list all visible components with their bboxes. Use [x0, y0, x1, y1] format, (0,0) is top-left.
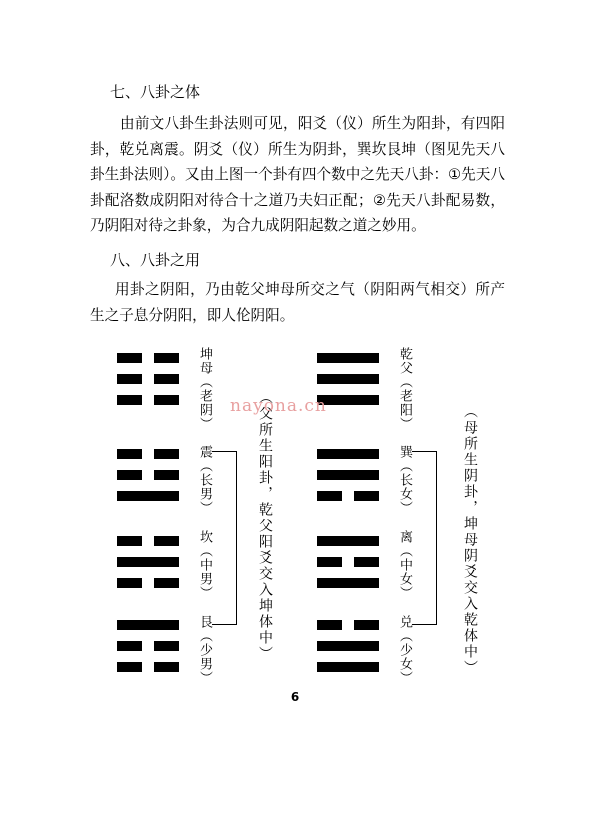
- watermark: nayona.cn: [230, 396, 327, 416]
- right-bracket: [412, 451, 437, 625]
- label-zhen: 震（长男）: [197, 445, 212, 515]
- trigram-li: [317, 536, 379, 594]
- section-7-heading: 七、八卦之体: [110, 83, 201, 101]
- label-kun-mother: 坤母（老阴）: [197, 347, 212, 431]
- label-dui: 兑（少女）: [397, 615, 412, 685]
- page-number: 6: [290, 690, 300, 704]
- label-qian-father: 乾父（老阳）: [397, 347, 412, 431]
- trigram-dui: [317, 620, 379, 678]
- trigram-kun: [117, 353, 179, 411]
- right-note: （母所生阴卦，坤母阴爻交入乾体中）: [462, 404, 478, 676]
- trigram-gen: [117, 620, 179, 678]
- trigram-xun: [317, 449, 379, 507]
- trigram-kan: [117, 536, 179, 594]
- section-8-heading: 八、八卦之用: [110, 251, 201, 269]
- label-gen: 艮（少男）: [197, 615, 212, 685]
- section-8-paragraph: [90, 277, 505, 328]
- left-bracket: [212, 451, 237, 625]
- label-kan: 坎（中男）: [197, 530, 212, 600]
- label-li: 离（中女）: [397, 530, 412, 600]
- section-7-paragraph: [90, 111, 505, 239]
- trigram-zhen: [117, 449, 179, 507]
- left-note: （父所生阳卦，乾父阳爻交入坤体中）: [257, 390, 273, 662]
- section-7-paragraph-text: 由前文八卦生卦法则可见，阳爻（仪）所生为阳卦，有四阳卦，乾兑离震。阴爻（仪）所生为阴卦，巽坎艮坤（图见先天八卦生卦法则）。又由上图一个卦有四个数中之先天八卦：①先天八卦配洛数成阴阳对待合十之道乃夫妇正配；②先天八卦配易数，乃阴阳对待之卦象，为合九成阴阳起数之道之妙用。: [90, 115, 505, 234]
- section-8-paragraph-text: 用卦之阴阳，乃由乾父坤母所交之气（阴阳两气相交）所产生之子息分阴阳，即人伦阴阳。: [90, 281, 505, 324]
- label-xun: 巽（长女）: [397, 445, 412, 515]
